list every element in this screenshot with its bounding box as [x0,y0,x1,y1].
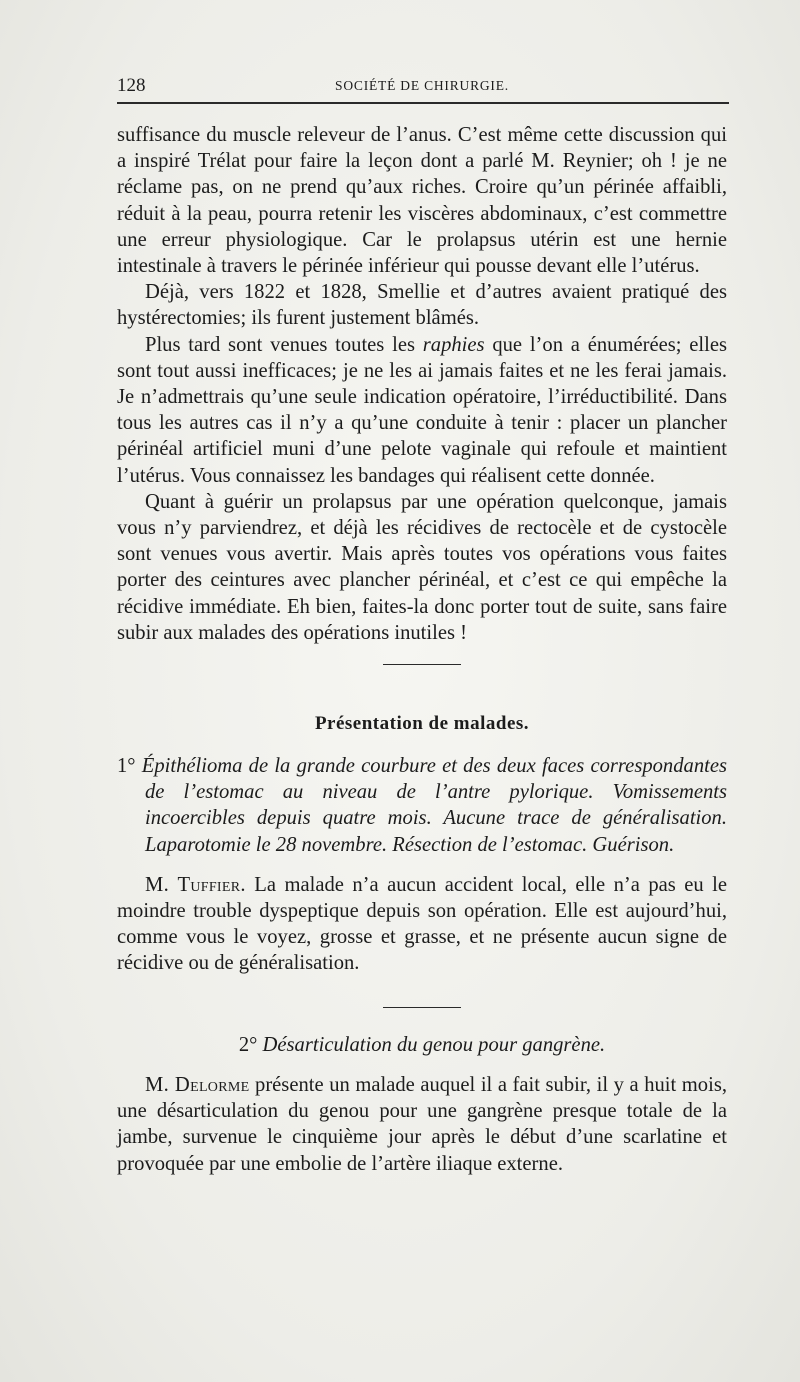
running-title: SOCIÉTÉ DE CHIRURGIE. [335,78,509,93]
paragraph-continued: suffisance du muscle releveur de l’anus. C’est même cette discussion qui a inspiré Trélat pour faire la leçon dont a parlé M. Reynier; oh ! je ne réclame pas, on ne prend qu’aux riches. Croire qu’un périnée affaibli, réduit à la peau, pourra retenir les viscères abdominaux, c’est commettre une erreur physiologique. Car le prolapsus utérin est une hernie intestinale à travers le périnée inférieur qui pousse devant elle l’utérus. [117,124,727,278]
page-number: 128 [117,75,146,96]
case-2-remarks-text: présente un malade auquel il a fait subir, il y a huit mois, une désarticulation du genou pour une gangrène presque totale de la jambe, survenue le cinquième jour après le début d’une scarlatine et provoquée par une embolie de l’artère iliaque externe. [117,1073,727,1175]
paragraph-raphies-start: Plus tard sont venues toutes les [145,333,423,356]
section-heading: Présentation de malades. [314,713,530,735]
case-1-title-text: Épithélioma de la grande courbure et des deux faces correspondantes de l’estomac au niveau de l’antre pylorique. Vomissements incoercibles depuis quatre mois. Aucune trace de généralisation. Laparotomie le 28 novembre. Résection de l’estomac. Guérison. [141,755,727,856]
page-body [117,122,727,1177]
case-1-remarks-text: La malade n’a aucun accident local, elle n’a pas eu le moindre trouble dyspeptique depuis son opération. Elle est aujourd’hui, comme vous le voyez, grosse et grasse, et ne présente aucun signe de récidive ou de généralisation. [117,873,727,975]
case-2-number: 2° [238,1033,258,1056]
case-2-title [117,1032,727,1058]
header-rule [117,102,729,104]
case-1-title [117,753,727,858]
term-raphies: raphies [422,333,485,356]
case-2-remarks [117,1072,727,1177]
paragraph-raphies-end: que l’on a énumérées; elles sont tout aussi inefficaces; je ne les ai jamais faites et ne les ferai jamais. Je n’admettrais qu’une seule indication opératoire, l’irréductibilité. Dans tous les autres cas il n’y a qu’une conduite à tenir : placer un plancher périnéal artificiel muni d’une pelote vaginale qui refoule et maintient l’utérus. Vous connaissez les bandages qui réalisent cette donnée. [117,333,727,487]
page-header [117,75,727,101]
paragraph-prolapsus: Quant à guérir un prolapsus par une opération quelconque, jamais vous n’y parviendrez, et déjà les récidives de rectocèle et de cystocèle sont venues vous avertir. Mais après toutes vos opérations vous faites porter des ceintures avec plancher périnéal, et c’est ce qui empêche la récidive immédiate. Eh bien, faites-la donc porter tout de suite, sans faire subir aux malades des opérations inutiles ! [117,490,727,644]
case-1-remarks [117,872,727,977]
case-2-speaker: M. Delorme [145,1073,250,1096]
case-1-number: 1° [117,755,136,778]
case-2-title-text: Désarticulation du genou pour gangrène. [262,1033,606,1056]
paragraph-raphies [117,332,727,489]
paragraph-hysterectomies: Déjà, vers 1822 et 1828, Smellie et d’autres avaient pratiqué des hystérectomies; ils furent justement blâmés. [117,281,727,330]
case-1-speaker: M. Tuffier. [145,873,246,896]
